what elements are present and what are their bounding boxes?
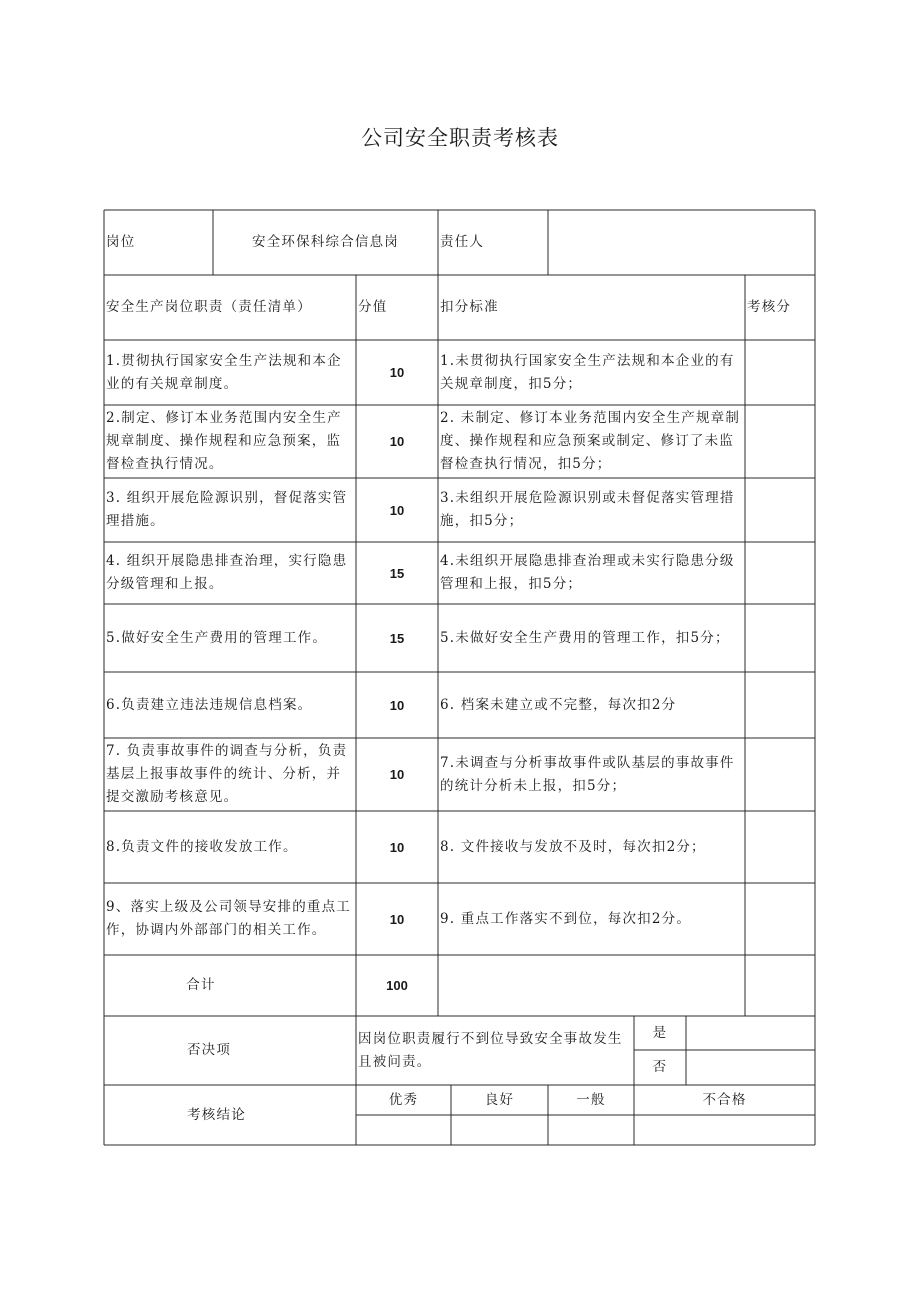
veto-no-label: 否 xyxy=(652,1059,668,1075)
row-5-score: 15 xyxy=(389,630,405,646)
conclusion-option-fail: 不合格 xyxy=(702,1091,747,1108)
column-deduction: 扣分标准 xyxy=(440,299,499,315)
row-7-assessment-input[interactable] xyxy=(746,739,814,810)
row-4-deduction: 4.未组织开展隐患排查治理或未实行隐患分级管理和上报，扣5分； xyxy=(440,553,735,592)
row-5-assessment-input[interactable] xyxy=(746,605,814,671)
total-assessment-input[interactable] xyxy=(746,956,814,1015)
veto-text: 因岗位职责履行不到位导致安全事故发生且被问责。 xyxy=(358,1030,623,1070)
row-8-duty: 8.负责文件的接收发放工作。 xyxy=(106,838,298,855)
post-value: 安全环保科综合信息岗 xyxy=(252,234,399,250)
row-8-score: 10 xyxy=(389,839,405,855)
conclusion-good-box[interactable] xyxy=(452,1116,547,1144)
person-value[interactable] xyxy=(550,210,813,275)
row-1-assessment-input[interactable] xyxy=(746,341,814,404)
row-4-duty: 4. 组织开展隐患排查治理，实行隐患分级管理和上报。 xyxy=(106,553,348,592)
row-7-duty: 7. 负责事故事件的调查与分析，负责基层上报事故事件的统计、分析，并提交激励考核意见。 xyxy=(106,743,348,805)
column-duty: 安全生产岗位职责（责任清单） xyxy=(106,299,312,315)
veto-yes-label: 是 xyxy=(652,1024,668,1041)
row-9-assessment-input[interactable] xyxy=(746,884,814,954)
row-8-assessment-input[interactable] xyxy=(746,812,814,882)
post-label: 岗位 xyxy=(106,234,136,250)
veto-label: 否决项 xyxy=(186,1042,232,1058)
row-3-deduction: 3.未组织开展危险源识别或未督促落实管理措施，扣5分； xyxy=(440,490,735,529)
row-1-score: 10 xyxy=(389,365,405,380)
row-3-score: 10 xyxy=(389,502,405,518)
row-6-score: 10 xyxy=(389,697,405,713)
row-1-duty: 1.贯彻执行国家安全生产法规和本企业的有关规章制度。 xyxy=(106,352,342,392)
row-4-assessment-input[interactable] xyxy=(746,543,814,603)
row-9-duty: 9、落实上级及公司领导安排的重点工作，协调内外部部门的相关工作。 xyxy=(106,899,351,938)
total-deduction-input[interactable] xyxy=(439,956,744,1015)
conclusion-option-good: 良好 xyxy=(484,1091,515,1108)
row-2-deduction: 2. 未制定、修订本业务范围内安全生产规章制度、操作规程和应急预案或制定、修订了未监督检查执行情况，扣5分； xyxy=(440,410,741,472)
row-4-score: 15 xyxy=(389,565,405,581)
veto-yes-checkbox[interactable] xyxy=(687,1017,814,1049)
conclusion-option-average: 一般 xyxy=(576,1091,606,1108)
conclusion-fail-box[interactable] xyxy=(635,1116,814,1144)
page-title: 公司安全职责考核表 xyxy=(361,126,559,150)
total-label: 合计 xyxy=(186,977,216,993)
row-2-duty: 2.制定、修订本业务范围内安全生产规章制度、操作规程和应急预案，监督检查执行情况。 xyxy=(106,410,342,472)
row-5-duty: 5.做好安全生产费用的管理工作。 xyxy=(106,629,328,646)
person-label: 责任人 xyxy=(440,234,485,250)
row-2-assessment-input[interactable] xyxy=(746,406,814,477)
column-score: 分值 xyxy=(358,299,388,315)
row-7-score: 10 xyxy=(389,767,405,782)
row-3-duty: 3. 组织开展危险源识别，督促落实管理措施。 xyxy=(106,490,348,529)
row-1-deduction: 1.未贯彻执行国家安全生产法规和本企业的有关规章制度，扣5分； xyxy=(440,352,735,392)
row-9-score: 10 xyxy=(389,911,405,927)
column-assessment: 考核分 xyxy=(747,299,792,315)
conclusion-option-excellent: 优秀 xyxy=(388,1091,419,1108)
conclusion-average-box[interactable] xyxy=(549,1116,633,1144)
row-6-assessment-input[interactable] xyxy=(746,673,814,737)
veto-no-checkbox[interactable] xyxy=(687,1051,814,1084)
row-7-deduction: 7.未调查与分析事故事件或队基层的事故事件的统计分析未上报，扣5分； xyxy=(440,754,735,794)
row-6-deduction: 6. 档案未建立或不完整，每次扣2分 xyxy=(440,696,677,713)
row-2-score: 10 xyxy=(389,434,405,449)
row-8-deduction: 8. 文件接收与发放不及时，每次扣2分； xyxy=(440,838,706,855)
conclusion-excellent-box[interactable] xyxy=(357,1116,450,1144)
row-6-duty: 6.负责建立违法违规信息档案。 xyxy=(106,696,313,713)
row-9-deduction: 9. 重点工作落实不到位，每次扣2分。 xyxy=(440,910,692,927)
total-score: 100 xyxy=(386,978,408,993)
row-3-assessment-input[interactable] xyxy=(746,479,814,541)
conclusion-label: 考核结论 xyxy=(187,1106,246,1123)
row-5-deduction: 5.未做好安全生产费用的管理工作，扣5分； xyxy=(440,629,730,646)
